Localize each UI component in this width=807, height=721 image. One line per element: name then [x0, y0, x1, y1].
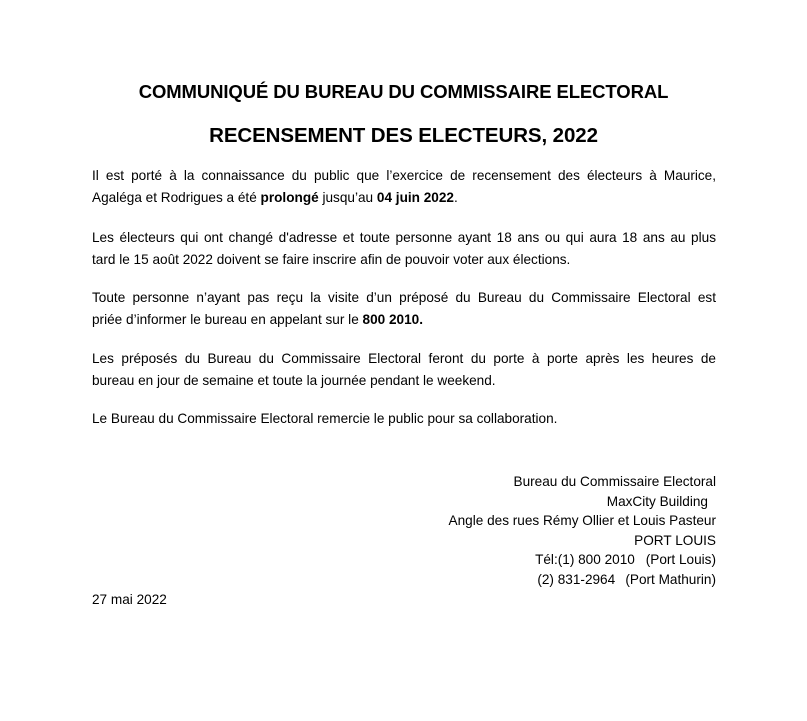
tel-place: (Port Louis) [645, 552, 716, 568]
tel-number: (1) 800 2010 [557, 552, 635, 568]
signature-street: Angle des rues Rémy Ollier et Louis Pasteur [448, 513, 716, 529]
bold-text-phone: 800 2010. [362, 312, 424, 327]
tel-label: Tél: [535, 552, 558, 568]
paragraph-line: Toute personne n’ayant pas reçu la visite d’un préposé du Bureau du Commissaire Electoral est [92, 290, 716, 305]
text-span: Agaléga et Rodrigues a été [92, 190, 261, 205]
paragraph-line [92, 309, 716, 331]
tel-number: (2) 831-2964 [537, 571, 616, 587]
signature-block [449, 472, 716, 590]
signature-office: Bureau du Commissaire Electoral [513, 474, 716, 489]
document-title: COMMUNIQUÉ DU BUREAU DU COMMISSAIRE ELECTORAL [138, 81, 669, 102]
text-span: jusqu’au [318, 190, 377, 205]
bold-text-prolonge: prolongé [260, 190, 319, 205]
text-span: . [453, 190, 458, 205]
paragraph-line [92, 187, 716, 209]
paragraph-line: Les préposés du Bureau du Commissaire Electoral feront du porte à porte après les heures de [92, 351, 716, 366]
paragraph-door-to-door [92, 348, 716, 392]
signature-tel-1 [449, 550, 716, 570]
paragraph-thanks [92, 408, 716, 430]
signature-city: PORT LOUIS [634, 532, 716, 548]
bold-text-deadline: 04 juin 2022 [376, 190, 454, 205]
paragraph-line: tard le 15 août 2022 doivent se faire inscrire afin de pouvoir voter aux élections. [92, 252, 571, 267]
paragraph-line: Il est porté à la connaissance du public que l’exercice de recensement des électeurs à Maurice, [92, 168, 716, 183]
paragraph-line: bureau en jour de semaine et toute la journée pendant le weekend. [92, 373, 496, 388]
tel-place: (Port Mathurin) [625, 571, 716, 587]
paragraph-line: Les électeurs qui ont changé d'adresse et toute personne ayant 18 ans ou qui aura 18 ans au plus [92, 230, 716, 245]
paragraph-extension [92, 165, 716, 209]
paragraph-eligibility [92, 227, 716, 271]
document-subtitle: RECENSEMENT DES ELECTEURS, 2022 [209, 124, 598, 147]
signature-tel-2 [449, 570, 716, 590]
text-span: priée d’informer le bureau en appelant sur le [92, 312, 363, 327]
signature-building: MaxCity Building [606, 493, 708, 509]
paragraph-contact [92, 287, 716, 331]
document-date: 27 mai 2022 [92, 592, 167, 607]
paragraph-line: Le Bureau du Commissaire Electoral remercie le public pour sa collaboration. [92, 411, 558, 426]
